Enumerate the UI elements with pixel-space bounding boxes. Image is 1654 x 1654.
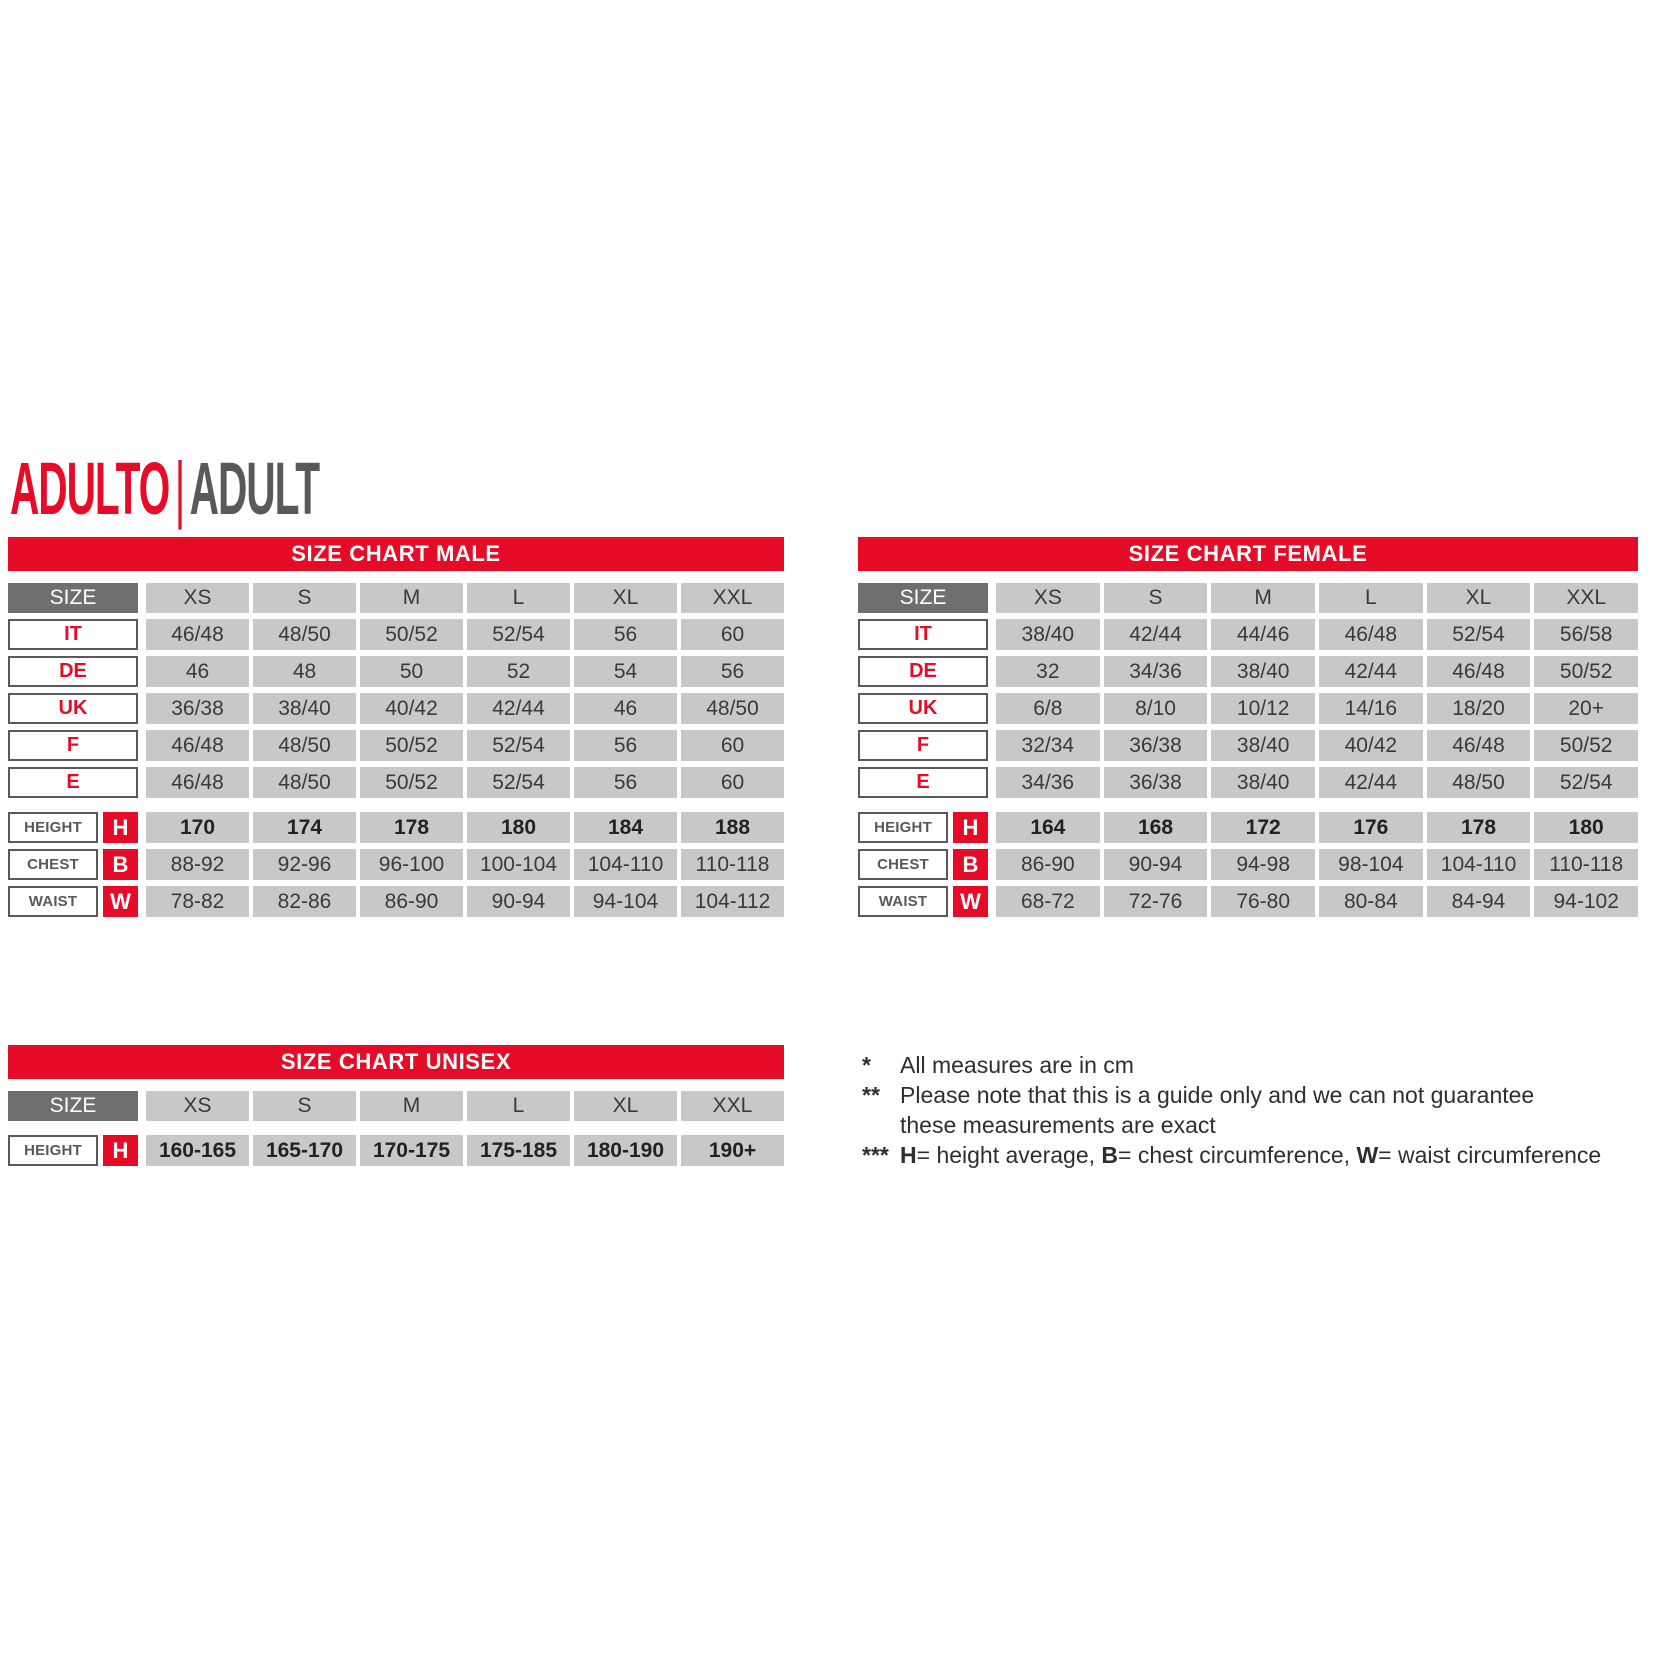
footnote-marker: * bbox=[862, 1052, 871, 1078]
measure-cell: 94-102 bbox=[1534, 886, 1638, 917]
column-header: L bbox=[467, 583, 570, 613]
measure-label: WAIST bbox=[8, 886, 98, 917]
size-system-slot bbox=[8, 656, 138, 687]
column-header: XL bbox=[574, 1091, 677, 1121]
size-cell: 56 bbox=[574, 619, 677, 650]
size-cell: 50/52 bbox=[360, 767, 463, 798]
column-header: L bbox=[1319, 583, 1423, 613]
size-system-label: IT bbox=[858, 619, 988, 650]
size-cell: 38/40 bbox=[1211, 767, 1315, 798]
size-cell: 46/48 bbox=[1319, 619, 1423, 650]
section-gap bbox=[8, 1127, 784, 1135]
measure-row bbox=[8, 812, 784, 843]
column-header: L bbox=[467, 1091, 570, 1121]
footnote-line bbox=[862, 1080, 1654, 1110]
size-cell: 52/54 bbox=[1534, 767, 1638, 798]
table-header-row bbox=[8, 583, 784, 613]
measure-cell: 90-94 bbox=[1104, 849, 1208, 880]
size-cell: 38/40 bbox=[1211, 656, 1315, 687]
footnote-segment: All measures are in cm bbox=[900, 1052, 1134, 1078]
size-cell: 50/52 bbox=[360, 619, 463, 650]
size-cell: 56 bbox=[681, 656, 784, 687]
measure-cell: 180-190 bbox=[574, 1135, 677, 1166]
footnote-line bbox=[862, 1110, 1654, 1140]
measure-cell: 104-110 bbox=[1427, 849, 1531, 880]
size-system-slot bbox=[8, 730, 138, 761]
column-header: XS bbox=[996, 583, 1100, 613]
size-cell: 52/54 bbox=[467, 767, 570, 798]
size-cell: 38/40 bbox=[253, 693, 356, 724]
table-header-row bbox=[858, 583, 1638, 613]
section-gap bbox=[858, 804, 1638, 812]
size-cell: 44/46 bbox=[1211, 619, 1315, 650]
size-cell: 50 bbox=[360, 656, 463, 687]
size-cell: 54 bbox=[574, 656, 677, 687]
size-cell: 52/54 bbox=[467, 619, 570, 650]
measure-row bbox=[8, 849, 784, 880]
footnote-segment: these measurements are exact bbox=[900, 1112, 1216, 1138]
measure-row bbox=[858, 849, 1638, 880]
measure-cell: 110-118 bbox=[681, 849, 784, 880]
column-header: XL bbox=[574, 583, 677, 613]
measure-cell: 174 bbox=[253, 812, 356, 843]
size-column-header: SIZE bbox=[8, 1091, 138, 1121]
measure-row bbox=[8, 1135, 784, 1166]
size-cell: 46/48 bbox=[1427, 656, 1531, 687]
footnote-line bbox=[862, 1050, 1654, 1080]
column-header: XXL bbox=[681, 1091, 784, 1121]
measure-label-slot bbox=[858, 849, 988, 880]
column-header: XXL bbox=[681, 583, 784, 613]
size-cell: 46/48 bbox=[146, 767, 249, 798]
size-column-header: SIZE bbox=[858, 583, 988, 613]
size-chart-female-table bbox=[858, 537, 1638, 923]
measure-cell: 96-100 bbox=[360, 849, 463, 880]
measure-cell: 82-86 bbox=[253, 886, 356, 917]
measure-cell: 94-98 bbox=[1211, 849, 1315, 880]
footnotes bbox=[862, 1050, 1654, 1170]
measure-cell: 180 bbox=[467, 812, 570, 843]
measure-cell: 160-165 bbox=[146, 1135, 249, 1166]
size-row bbox=[8, 767, 784, 798]
measure-label-slot bbox=[8, 1135, 138, 1166]
size-cell: 50/52 bbox=[1534, 656, 1638, 687]
size-cell: 56 bbox=[574, 767, 677, 798]
size-cell: 42/44 bbox=[1319, 656, 1423, 687]
size-cell: 8/10 bbox=[1104, 693, 1208, 724]
measure-letter-badge: W bbox=[103, 886, 138, 917]
column-header: XXL bbox=[1534, 583, 1638, 613]
footnote-marker: *** bbox=[862, 1142, 889, 1168]
size-cell: 46 bbox=[574, 693, 677, 724]
measure-label-slot bbox=[8, 886, 138, 917]
measure-cell: 100-104 bbox=[467, 849, 570, 880]
column-header: XS bbox=[146, 1091, 249, 1121]
size-row bbox=[858, 619, 1638, 650]
measure-label-slot bbox=[8, 849, 138, 880]
size-cell: 20+ bbox=[1534, 693, 1638, 724]
measure-cell: 86-90 bbox=[360, 886, 463, 917]
column-header: S bbox=[253, 1091, 356, 1121]
size-cell: 50/52 bbox=[1534, 730, 1638, 761]
table-title: SIZE CHART MALE bbox=[8, 537, 784, 571]
size-cell: 40/42 bbox=[360, 693, 463, 724]
size-system-label: IT bbox=[8, 619, 138, 650]
footnote-text bbox=[900, 1140, 1654, 1170]
size-cell: 56/58 bbox=[1534, 619, 1638, 650]
size-cell: 38/40 bbox=[1211, 730, 1315, 761]
measure-label: HEIGHT bbox=[858, 812, 948, 843]
measure-cell: 92-96 bbox=[253, 849, 356, 880]
measure-cell: 98-104 bbox=[1319, 849, 1423, 880]
column-header: S bbox=[253, 583, 356, 613]
size-row bbox=[858, 656, 1638, 687]
size-system-slot bbox=[858, 619, 988, 650]
size-row bbox=[858, 767, 1638, 798]
size-system-slot bbox=[8, 619, 138, 650]
size-cell: 48/50 bbox=[681, 693, 784, 724]
size-cell: 50/52 bbox=[360, 730, 463, 761]
measure-cell: 175-185 bbox=[467, 1135, 570, 1166]
measure-label: CHEST bbox=[858, 849, 948, 880]
size-cell: 14/16 bbox=[1319, 693, 1423, 724]
size-row bbox=[8, 619, 784, 650]
measure-cell: 104-112 bbox=[681, 886, 784, 917]
page-title-separator: | bbox=[174, 447, 185, 530]
size-system-slot bbox=[858, 730, 988, 761]
size-system-slot bbox=[858, 767, 988, 798]
size-cell: 10/12 bbox=[1211, 693, 1315, 724]
size-system-label: F bbox=[858, 730, 988, 761]
measure-cell: 178 bbox=[1427, 812, 1531, 843]
section-gap bbox=[8, 804, 784, 812]
footnote-text bbox=[900, 1080, 1654, 1110]
measure-cell: 170-175 bbox=[360, 1135, 463, 1166]
size-row bbox=[858, 693, 1638, 724]
size-system-label: UK bbox=[858, 693, 988, 724]
size-column-header: SIZE bbox=[8, 583, 138, 613]
measure-letter-badge: B bbox=[103, 849, 138, 880]
measure-cell: 80-84 bbox=[1319, 886, 1423, 917]
measure-label: WAIST bbox=[858, 886, 948, 917]
footnote-segment: = waist circumference bbox=[1378, 1142, 1602, 1168]
measure-cell: 190+ bbox=[681, 1135, 784, 1166]
footnote-line bbox=[862, 1140, 1654, 1170]
size-cell: 48/50 bbox=[253, 767, 356, 798]
measure-cell: 172 bbox=[1211, 812, 1315, 843]
size-system-label: F bbox=[8, 730, 138, 761]
size-cell: 36/38 bbox=[1104, 730, 1208, 761]
page-title-italian: ADULTO bbox=[10, 447, 170, 530]
size-cell: 48/50 bbox=[253, 619, 356, 650]
measure-label-slot bbox=[858, 886, 988, 917]
footnote-segment: = height average, bbox=[916, 1142, 1102, 1168]
measure-cell: 84-94 bbox=[1427, 886, 1531, 917]
size-cell: 32 bbox=[996, 656, 1100, 687]
size-cell: 60 bbox=[681, 730, 784, 761]
measure-cell: 164 bbox=[996, 812, 1100, 843]
size-system-slot bbox=[8, 693, 138, 724]
footnote-segment: Please note that this is a guide only and we can not guarantee bbox=[900, 1082, 1535, 1108]
size-cell: 52 bbox=[467, 656, 570, 687]
measure-row bbox=[858, 812, 1638, 843]
measure-cell: 176 bbox=[1319, 812, 1423, 843]
table-title: SIZE CHART FEMALE bbox=[858, 537, 1638, 571]
measure-cell: 110-118 bbox=[1534, 849, 1638, 880]
size-cell: 48 bbox=[253, 656, 356, 687]
size-cell: 34/36 bbox=[1104, 656, 1208, 687]
footnote-marker bbox=[862, 1110, 900, 1140]
size-cell: 6/8 bbox=[996, 693, 1100, 724]
size-row bbox=[8, 656, 784, 687]
size-row bbox=[8, 693, 784, 724]
page-title-english: ADULT bbox=[189, 447, 320, 530]
footnote-segment: = chest circumference, bbox=[1118, 1142, 1357, 1168]
size-system-label: DE bbox=[8, 656, 138, 687]
measure-label-slot bbox=[858, 812, 988, 843]
measure-cell: 94-104 bbox=[574, 886, 677, 917]
size-cell: 52/54 bbox=[1427, 619, 1531, 650]
measure-cell: 88-92 bbox=[146, 849, 249, 880]
footnote-key: H bbox=[900, 1142, 917, 1168]
measure-cell: 78-82 bbox=[146, 886, 249, 917]
column-header: XS bbox=[146, 583, 249, 613]
size-system-label: E bbox=[858, 767, 988, 798]
measure-letter-badge: H bbox=[953, 812, 988, 843]
measure-cell: 168 bbox=[1104, 812, 1208, 843]
measure-label: HEIGHT bbox=[8, 812, 98, 843]
footnote-key: W bbox=[1356, 1142, 1379, 1168]
measure-cell: 72-76 bbox=[1104, 886, 1208, 917]
footnote-text bbox=[900, 1050, 1654, 1080]
measure-label-slot bbox=[8, 812, 138, 843]
measure-cell: 68-72 bbox=[996, 886, 1100, 917]
measure-letter-badge: W bbox=[953, 886, 988, 917]
size-cell: 42/44 bbox=[467, 693, 570, 724]
column-header: M bbox=[1211, 583, 1315, 613]
size-system-slot bbox=[8, 767, 138, 798]
column-header: M bbox=[360, 1091, 463, 1121]
size-cell: 46/48 bbox=[146, 619, 249, 650]
size-system-label: DE bbox=[858, 656, 988, 687]
size-cell: 60 bbox=[681, 767, 784, 798]
column-header: XL bbox=[1427, 583, 1531, 613]
measure-row bbox=[858, 886, 1638, 917]
measure-cell: 76-80 bbox=[1211, 886, 1315, 917]
measure-cell: 184 bbox=[574, 812, 677, 843]
size-cell: 42/44 bbox=[1104, 619, 1208, 650]
size-cell: 34/36 bbox=[996, 767, 1100, 798]
size-cell: 56 bbox=[574, 730, 677, 761]
size-cell: 46/48 bbox=[1427, 730, 1531, 761]
column-header: M bbox=[360, 583, 463, 613]
table-header-row bbox=[8, 1091, 784, 1121]
footnote-key: B bbox=[1101, 1142, 1119, 1168]
measure-letter-badge: B bbox=[953, 849, 988, 880]
size-system-label: E bbox=[8, 767, 138, 798]
size-system-slot bbox=[858, 693, 988, 724]
measure-label: CHEST bbox=[8, 849, 98, 880]
column-header: S bbox=[1104, 583, 1208, 613]
size-row bbox=[8, 730, 784, 761]
size-chart-unisex-table bbox=[8, 1045, 784, 1172]
size-row bbox=[858, 730, 1638, 761]
size-cell: 36/38 bbox=[146, 693, 249, 724]
size-cell: 40/42 bbox=[1319, 730, 1423, 761]
measure-letter-badge: H bbox=[103, 812, 138, 843]
measure-label: HEIGHT bbox=[8, 1135, 98, 1166]
measure-letter-badge: H bbox=[103, 1135, 138, 1166]
size-cell: 60 bbox=[681, 619, 784, 650]
measure-cell: 104-110 bbox=[574, 849, 677, 880]
measure-cell: 165-170 bbox=[253, 1135, 356, 1166]
size-cell: 48/50 bbox=[1427, 767, 1531, 798]
measure-cell: 90-94 bbox=[467, 886, 570, 917]
measure-cell: 180 bbox=[1534, 812, 1638, 843]
size-cell: 18/20 bbox=[1427, 693, 1531, 724]
page-title bbox=[10, 446, 319, 531]
measure-cell: 178 bbox=[360, 812, 463, 843]
measure-row bbox=[8, 886, 784, 917]
footnote-marker: ** bbox=[862, 1082, 880, 1108]
size-cell: 42/44 bbox=[1319, 767, 1423, 798]
size-cell: 38/40 bbox=[996, 619, 1100, 650]
size-system-slot bbox=[858, 656, 988, 687]
measure-cell: 86-90 bbox=[996, 849, 1100, 880]
footnote-text bbox=[900, 1110, 1654, 1140]
size-system-label: UK bbox=[8, 693, 138, 724]
size-cell: 46/48 bbox=[146, 730, 249, 761]
measure-cell: 188 bbox=[681, 812, 784, 843]
table-title: SIZE CHART UNISEX bbox=[8, 1045, 784, 1079]
size-cell: 48/50 bbox=[253, 730, 356, 761]
measure-cell: 170 bbox=[146, 812, 249, 843]
size-cell: 46 bbox=[146, 656, 249, 687]
size-cell: 32/34 bbox=[996, 730, 1100, 761]
size-chart-male-table bbox=[8, 537, 784, 923]
size-cell: 52/54 bbox=[467, 730, 570, 761]
size-cell: 36/38 bbox=[1104, 767, 1208, 798]
